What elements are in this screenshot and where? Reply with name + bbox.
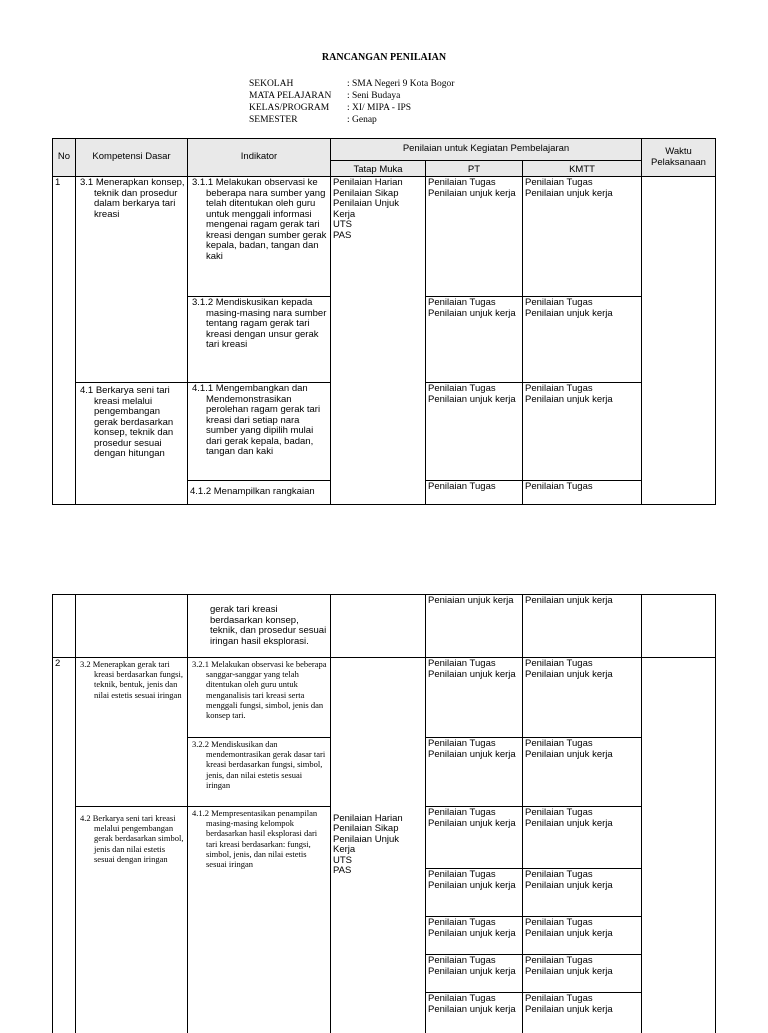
pt-cell: Penilaian Tugas Penilaian unjuk kerja [426, 658, 523, 738]
meta-value: : SMA Negeri 9 Kota Bogor [347, 79, 455, 89]
indikator-3-2-2: 3.2.2 Mendiskusikan dan mendemontrasikan gerak dasar tari kreasi berdasarkan fungsi, simbol, jenis, dan nilai estetis sesuai iringan [188, 738, 331, 807]
meta-row-sekolah [249, 78, 454, 90]
indikator-3-2-1: 3.2.1 Melakukan observasi ke beberapa sanggar-sanggar yang telah ditentukan oleh guru untuk menganalisis tari kreasi serta menggali fungsi, simbol, jenis dan konsep tari. [188, 658, 331, 738]
pt-cell: Penilaian Tugas Penilaian unjuk kerja [426, 993, 523, 1033]
meta-row-semester [249, 114, 454, 126]
indikator-4-1-2: 4.1.2 Menampilkan rangkaian [188, 481, 331, 505]
header-tatap-muka: Tatap Muka [331, 161, 426, 177]
assessment-table-page1 [52, 138, 716, 505]
waktu-cell [642, 595, 716, 658]
indikator-4-1-2-presentasi: 4.1.2 Mempresentasikan penampilan masing-masing kelompok berdasarkan hasil eksplorasi dari tari kreasi berdasarkan: fungsi, simbol, jenis, dan nilai estetis sesuai iringan [188, 807, 331, 1033]
kmtt-cell: Penilaian Tugas Penilaian unjuk kerja [523, 738, 642, 807]
meta-key: MATA PELAJARAN [249, 91, 332, 101]
kmtt-cell: Penilaian Tugas Penilaian unjuk kerja [523, 658, 642, 738]
row-number-empty [53, 595, 76, 658]
pt-cell: Penilaian Tugas Penilaian unjuk kerja [426, 383, 523, 481]
kmtt-cell: Penilaian Tugas Penilaian unjuk kerja [523, 177, 642, 297]
waktu-cell [642, 658, 716, 1033]
pt-cell: Penilaian Tugas [426, 481, 523, 505]
kmtt-cell: Penilaian Tugas Penilaian unjuk kerja [523, 297, 642, 383]
indikator-3-1-1: 3.1.1 Melakukan observasi ke beberapa nara sumber yang telah ditentukan oleh guru untuk menggali informasi mengenai ragam gerak tari kreasi dengan sumber gerak kepala, badan, tangan dan kaki [188, 177, 331, 297]
kmtt-cell: Penilaian Tugas Penilaian unjuk kerja [523, 383, 642, 481]
kmtt-cell: Penilaian Tugas Penilaian unjuk kerja [523, 993, 642, 1033]
meta-row-kelas [249, 102, 454, 114]
waktu-cell [642, 177, 716, 505]
kmtt-cell: Penilaian unjuk kerja [523, 595, 642, 658]
kompetensi-dasar-4-1: 4.1 Berkarya seni tari kreasi melalui pengembangan gerak berdasarkan konsep, teknik dan prosedur sesuai dengan hitungan [76, 383, 188, 505]
kmtt-cell: Penilaian Tugas Penilaian unjuk kerja [523, 807, 642, 869]
kompetensi-dasar-empty [76, 595, 188, 658]
pt-cell: Penilaian Tugas Penilaian unjuk kerja [426, 955, 523, 993]
header-pt: PT [426, 161, 523, 177]
pt-cell: Penilaian Tugas Penilaian unjuk kerja [426, 807, 523, 869]
header-kompetensi-dasar: Kompetensi Dasar [76, 139, 188, 177]
meta-value: : Seni Budaya [347, 91, 401, 101]
document-title: RANCANGAN PENILAIAN [321, 52, 447, 63]
assessment-table-page2 [52, 594, 716, 1033]
header-waktu: Waktu Pelaksanaan [642, 139, 716, 177]
header-penilaian: Penilaian untuk Kegiatan Pembelajaran [331, 139, 642, 161]
indikator-3-1-2: 3.1.2 Mendiskusikan kepada masing-masing nara sumber tentang ragam gerak tari kreasi dengan unsur gerak tari kreasi [188, 297, 331, 383]
pt-cell: Peniaian unjuk kerja [426, 595, 523, 658]
meta-key: SEKOLAH [249, 79, 294, 89]
kompetensi-dasar-3-1: 3.1 Menerapkan konsep, teknik dan prosedur dalam berkarya tari kreasi [76, 177, 188, 383]
pt-cell: Penilaian Tugas Penilaian unjuk kerja [426, 869, 523, 917]
indikator-continued: gerak tari kreasi berdasarkan konsep, teknik, dan prosedur sesuai iringan hasil eksplorasi. [188, 595, 331, 658]
pt-cell: Penilaian Tugas Penilaian unjuk kerja [426, 177, 523, 297]
meta-value: : XI/ MIPA - IPS [347, 103, 412, 113]
kmtt-cell: Penilaian Tugas Penilaian unjuk kerja [523, 917, 642, 955]
document-meta [249, 78, 454, 126]
meta-key: KELAS/PROGRAM [249, 103, 330, 113]
kmtt-cell: Penilaian Tugas Penilaian unjuk kerja [523, 955, 642, 993]
meta-value: : Genap [347, 115, 377, 125]
row-number: 2 [53, 658, 76, 1033]
header-kmtt: KMTT [523, 161, 642, 177]
pt-cell: Penilaian Tugas Penilaian unjuk kerja [426, 297, 523, 383]
kmtt-cell: Penilaian Tugas Penilaian unjuk kerja [523, 869, 642, 917]
tatap-muka-empty [331, 595, 426, 658]
meta-row-mapel [249, 90, 454, 102]
kompetensi-dasar-4-2: 4.2 Berkarya seni tari kreasi melalui pengembangan gerak berdasarkan simbol, jenis dan nilai estetis sesuai dengan iringan [76, 807, 188, 1033]
kmtt-cell: Penilaian Tugas [523, 481, 642, 505]
meta-key: SEMESTER [249, 115, 298, 125]
pt-cell: Penilaian Tugas Penilaian unjuk kerja [426, 917, 523, 955]
tatap-muka-cell: Penilaian Harian Penilaian Sikap Penilaian Unjuk Kerja UTS PAS [331, 658, 426, 1033]
indikator-4-1-1: 4.1.1 Mengembangkan dan Mendemonstrasikan perolehan ragam gerak tari kreasi dari setiap nara sumber yang dipilih mulai dari gerak kepala, badan, tangan dan kaki [188, 383, 331, 481]
header-indikator: Indikator [188, 139, 331, 177]
tatap-muka-cell: Penilaian Harian Penilaian Sikap Penilaian Unjuk Kerja UTS PAS [331, 177, 426, 505]
kompetensi-dasar-3-2: 3.2 Menerapkan gerak tari kreasi berdasarkan fungsi, teknik, bentuk, jenis dan nilai estetis sesuai iringan [76, 658, 188, 807]
pt-cell: Penilaian Tugas Penilaian unjuk kerja [426, 738, 523, 807]
row-number: 1 [53, 177, 76, 505]
header-no: No [53, 139, 76, 177]
